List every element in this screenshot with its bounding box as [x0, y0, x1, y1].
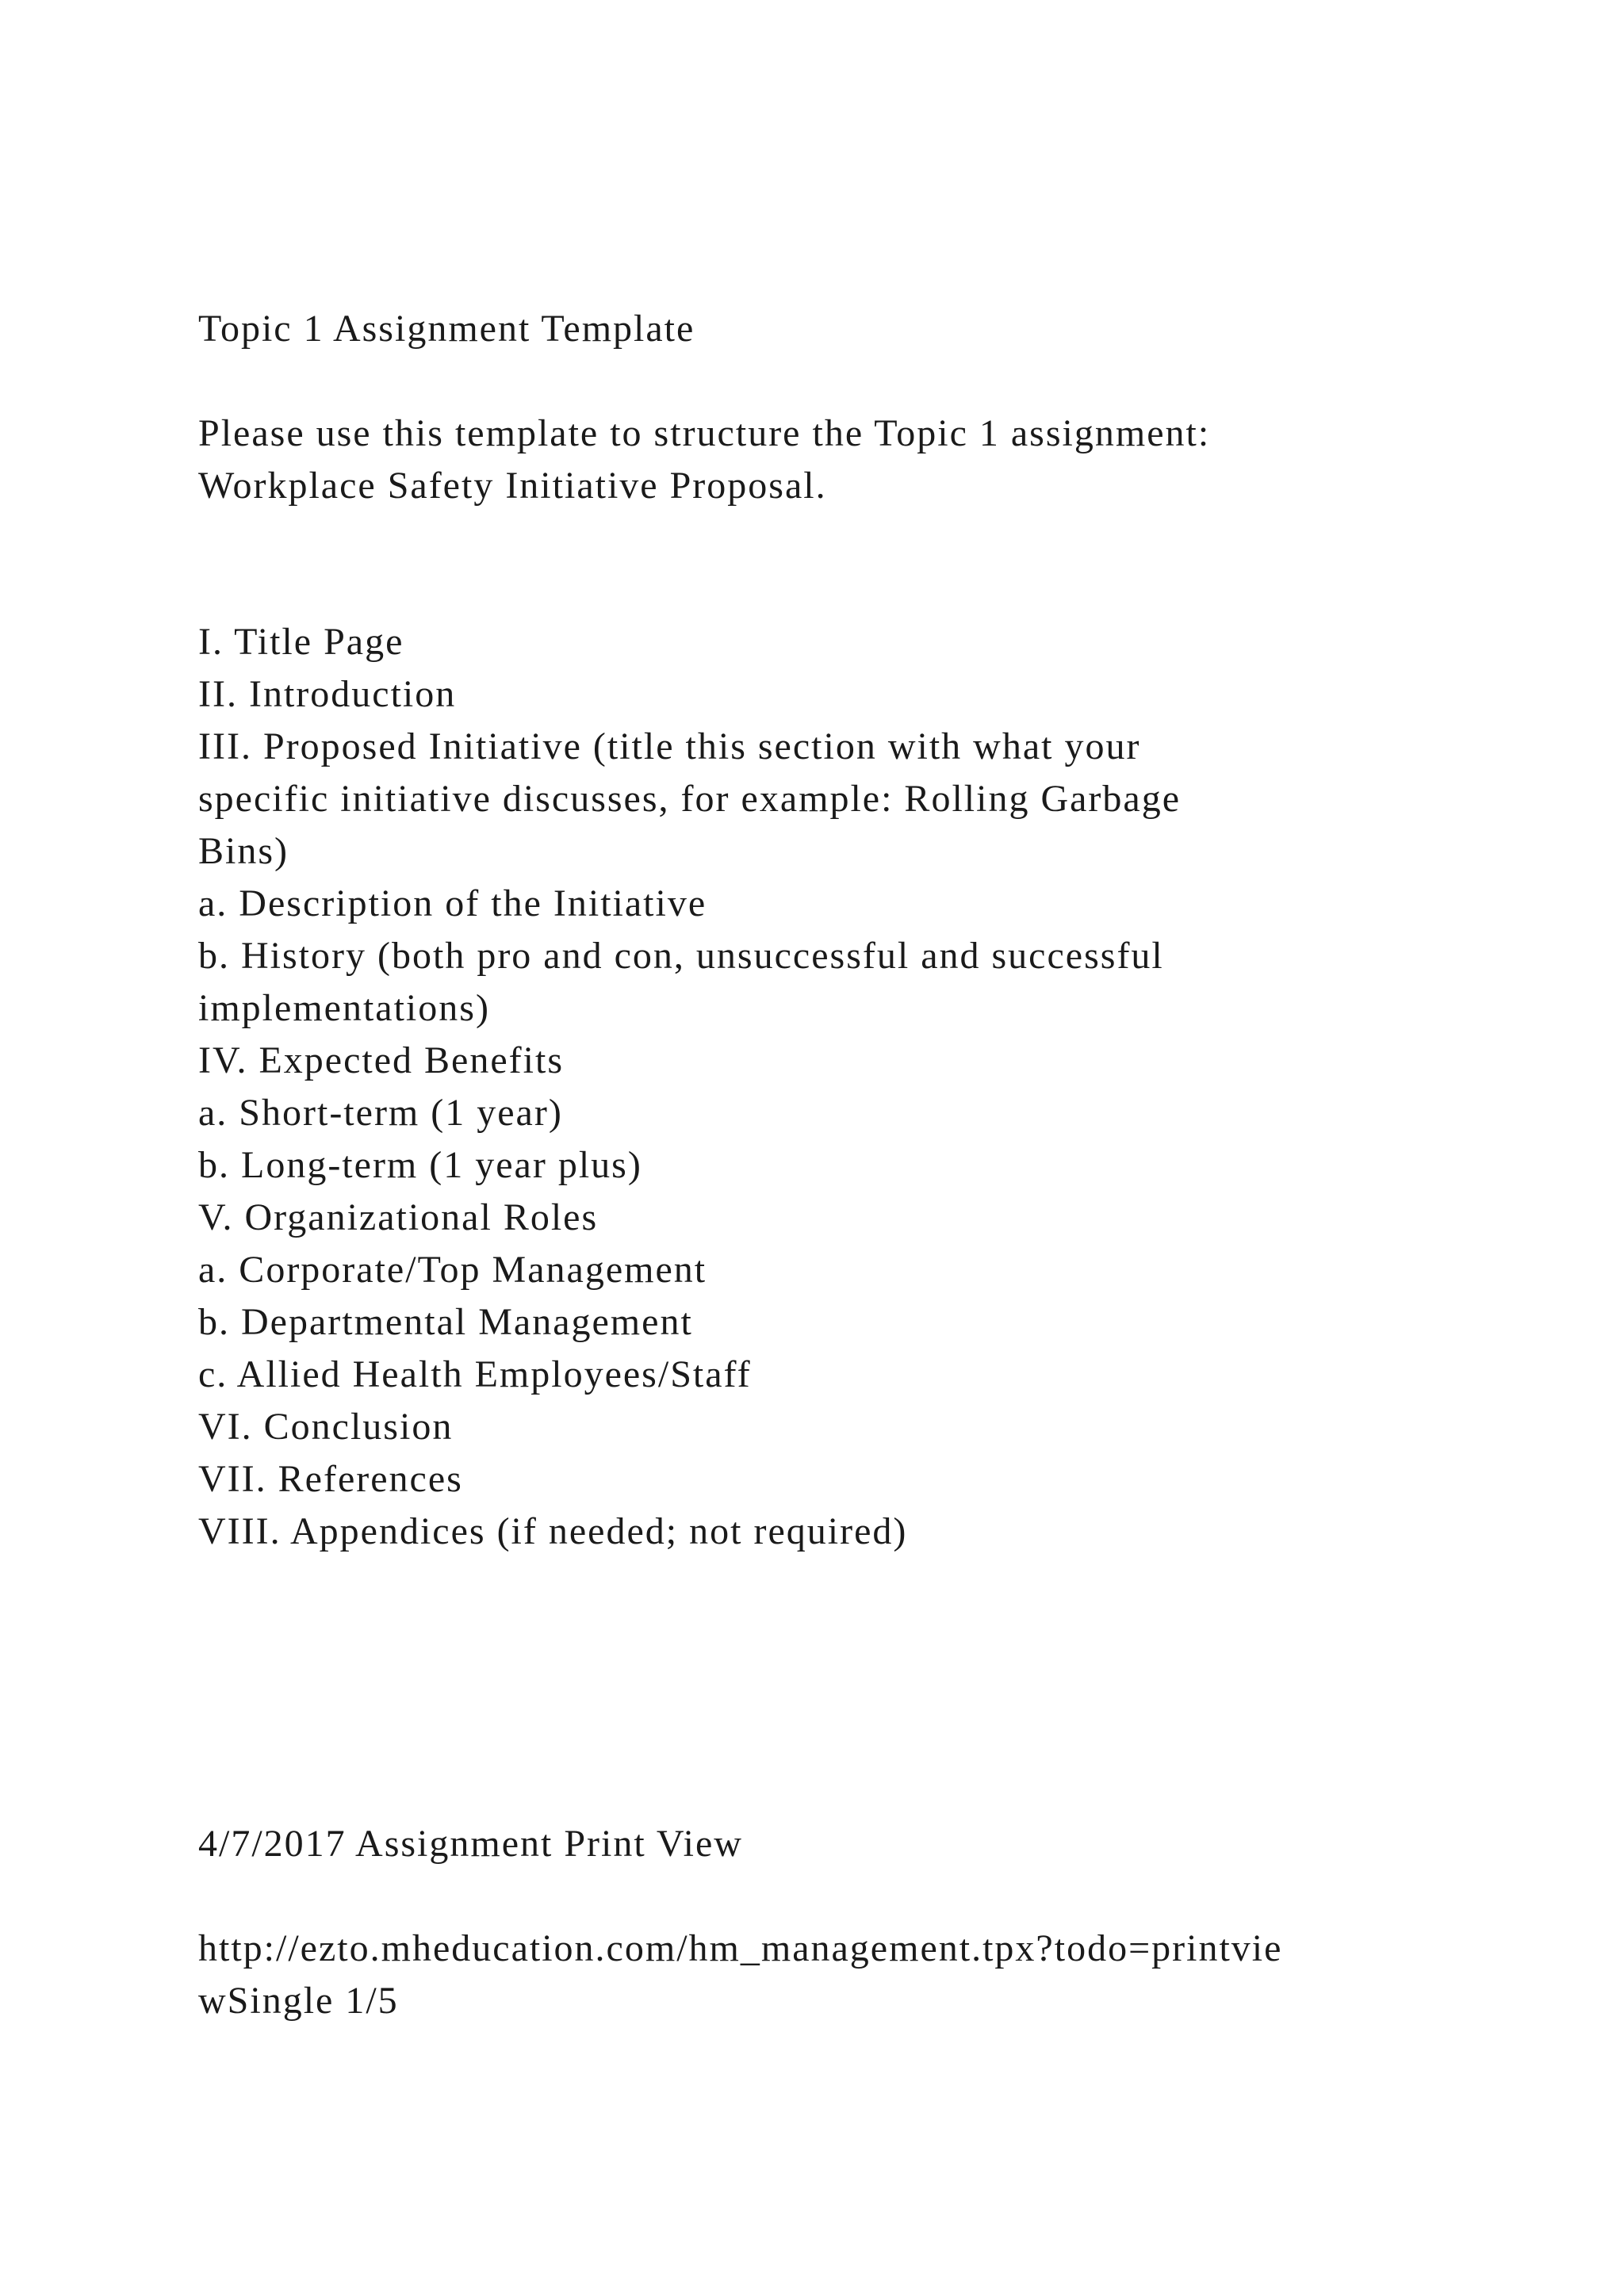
outline-subitem-history-cont: implementations) — [198, 987, 490, 1029]
outline-subitem-corporate: a. Corporate/Top Management — [198, 1249, 707, 1291]
footer-url-line-2: wSingle 1/5 — [198, 1980, 399, 2022]
footer-url-line-1: http://ezto.mheducation.com/hm_management.tpx?todo=printvie — [198, 1927, 1283, 1969]
outline-subitem-history: b. History (both pro and con, unsuccessful and successful — [198, 935, 1164, 977]
footer-date-line: 4/7/2017 Assignment Print View — [198, 1823, 743, 1865]
outline-subitem-departmental: b. Departmental Management — [198, 1301, 693, 1343]
intro-line-2: Workplace Safety Initiative Proposal. — [198, 465, 827, 507]
outline-item-organizational-roles: V. Organizational Roles — [198, 1196, 599, 1238]
intro-line-1: Please use this template to structure the Topic 1 assignment: — [198, 412, 1211, 454]
outline-item-appendices: VIII. Appendices (if needed; not required) — [198, 1510, 908, 1552]
outline-item-proposed-initiative-cont: specific initiative discusses, for example: Rolling Garbage — [198, 778, 1182, 820]
outline-item-proposed-initiative-cont-2: Bins) — [198, 830, 289, 872]
outline-item-conclusion: VI. Conclusion — [198, 1406, 454, 1448]
outline-item-title-page: I. Title Page — [198, 621, 404, 663]
outline-item-references: VII. References — [198, 1458, 463, 1500]
outline-subitem-allied-health: c. Allied Health Employees/Staff — [198, 1353, 752, 1395]
outline-subitem-short-term: a. Short-term (1 year) — [198, 1092, 563, 1134]
outline-item-proposed-initiative: III. Proposed Initiative (title this section with what your — [198, 725, 1141, 767]
outline-item-introduction: II. Introduction — [198, 673, 457, 715]
outline-subitem-description: a. Description of the Initiative — [198, 882, 707, 924]
outline-subitem-long-term: b. Long-term (1 year plus) — [198, 1144, 642, 1186]
outline-item-expected-benefits: IV. Expected Benefits — [198, 1039, 564, 1081]
document-title: Topic 1 Assignment Template — [198, 308, 695, 350]
